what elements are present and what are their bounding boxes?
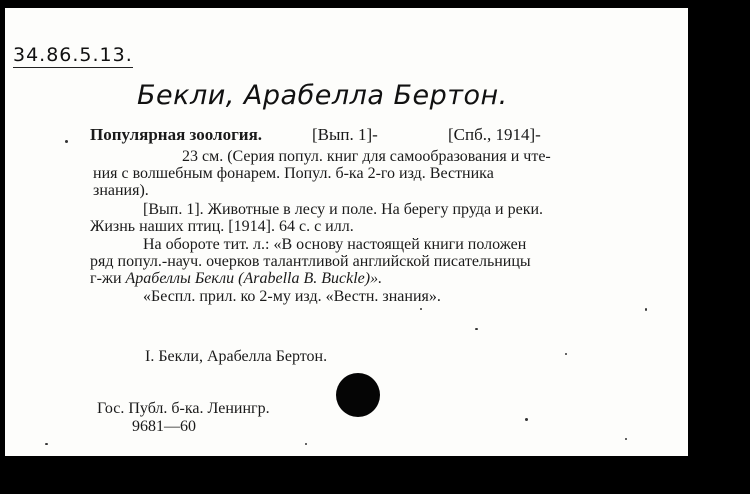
dust-speck: [305, 443, 307, 445]
handwritten-heading: Бекли, Арабелла Бертон.: [137, 80, 508, 111]
note-line-3: [90, 270, 382, 287]
dust-speck: [45, 443, 48, 445]
punch-hole: [336, 373, 380, 417]
dust-speck: [525, 418, 528, 421]
call-number: 34.86.5.13.: [13, 44, 133, 66]
added-entry: I. Бекли, Арабелла Бертон.: [145, 348, 328, 365]
title: Популярная зоология.: [90, 125, 263, 144]
dust-speck: [475, 328, 478, 330]
dust-speck: [420, 308, 422, 310]
dust-speck: [565, 353, 567, 355]
imprint: [Спб., 1914]-: [448, 125, 541, 144]
library-stamp-line-2: 9681—60: [132, 418, 196, 435]
title-tail: [Вып. 1]-: [312, 125, 378, 144]
contents-line-1: [Вып. 1]. Животные в лесу и поле. На берегу пруда и реки.: [143, 201, 544, 218]
series-line-3: знания).: [93, 182, 149, 199]
library-stamp-line-1: Гос. Публ. б-ка. Ленингр.: [97, 400, 270, 417]
series-line-2: ния с волшебным фонарем. Попул. б-ка 2-го изд. Вестника: [93, 165, 494, 182]
contents-line-2: Жизнь наших птиц. [1914]. 64 с. с илл.: [90, 218, 354, 235]
note-line-1: На обороте тит. л.: «В основу настоящей книги положен: [143, 236, 527, 253]
note-line-4: «Беспл. прил. ко 2-му изд. «Вестн. знания».: [143, 288, 441, 305]
series-line-1: 23 см. (Серия попул. книг для самообразования и чте-: [182, 148, 551, 165]
note-line-3-author: Арабеллы Бекли (Arabella B. Buckle)».: [125, 270, 383, 287]
dust-speck: [65, 140, 68, 143]
note-line-2: ряд попул.-науч. очерков талантливой английской писательницы: [90, 253, 531, 270]
dust-speck: [625, 438, 627, 440]
dust-speck: [645, 308, 647, 311]
catalog-card: [5, 8, 688, 456]
note-line-3-prefix: г-жи: [90, 270, 122, 287]
